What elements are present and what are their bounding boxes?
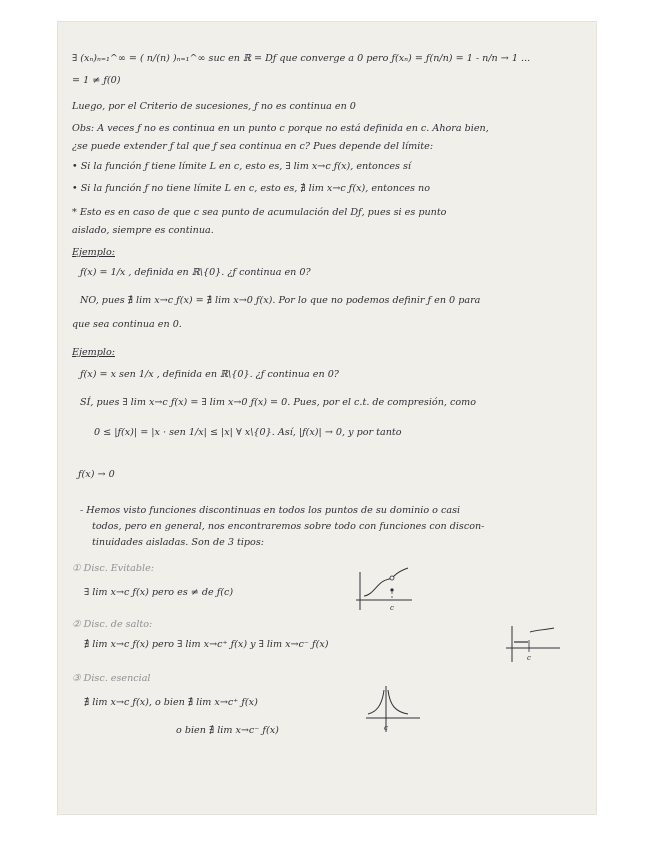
disc-esencial-def-2: o bien ∄ lim x→c⁻ ƒ(x) bbox=[176, 725, 279, 736]
note-line-4: Obs: A veces ƒ no es continua en un punto c porque no está definida en c. Ahora bien, bbox=[72, 123, 489, 134]
sketch-c-label-3: c bbox=[384, 724, 388, 732]
note-line-20: todos, pero en general, nos encontraremos sobre todo con funciones con discon- bbox=[92, 521, 485, 532]
note-line-15: ƒ(x) = x sen 1/x , definida en ℝ\{0}. ¿ƒ continua en 0? bbox=[80, 369, 339, 380]
note-line-21: tinuidades aisladas. Son de 3 tipos: bbox=[92, 537, 264, 548]
note-line-17: 0 ≤ |ƒ(x)| = |x · sen 1/x| ≤ |x| ∀ x\{0}. Así, |ƒ(x)| → 0, y por tanto bbox=[94, 427, 402, 438]
notebook-page bbox=[58, 22, 596, 814]
sketch-c-label-2: c bbox=[527, 654, 531, 662]
note-line-12: NO, pues ∄ lim x→c ƒ(x) = ∄ lim x→0 ƒ(x). Por lo que no podemos definir ƒ en 0 para bbox=[80, 295, 481, 306]
note-line-11: ƒ(x) = 1/x , definida en ℝ\{0}. ¿ƒ continua en 0? bbox=[80, 267, 311, 278]
disc-evitable-heading: ① Disc. Evitable: bbox=[72, 563, 154, 574]
example-heading-1: Ejemplo: bbox=[72, 247, 115, 258]
note-line-16: SÍ, pues ∃ lim x→c ƒ(x) = ∃ lim x→0 ƒ(x) = 0. Pues, por el c.t. de compresión, como bbox=[80, 397, 476, 408]
essential-discontinuity-sketch bbox=[364, 682, 424, 740]
note-line-9: aislado, siempre es continua. bbox=[72, 225, 214, 236]
note-line-8: * Esto es en caso de que c sea punto de acumulación del Dƒ, pues si es punto bbox=[72, 207, 447, 218]
removable-discontinuity-sketch bbox=[354, 562, 416, 618]
disc-salto-def: ∄ lim x→c ƒ(x) pero ∃ lim x→c⁺ ƒ(x) y ∃ lim x→c⁻ ƒ(x) bbox=[84, 639, 329, 650]
note-line-18: ƒ(x) → 0 bbox=[78, 469, 115, 480]
note-line-5: ¿se puede extender ƒ tal que ƒ sea continua en c? Pues depende del límite: bbox=[72, 141, 434, 152]
note-line-6: • Si la función ƒ tiene límite L en c, esto es, ∃ lim x→c ƒ(x), entonces sí bbox=[72, 161, 411, 172]
disc-evitable-def: ∃ lim x→c ƒ(x) pero es ≠ de ƒ(c) bbox=[84, 587, 234, 598]
disc-esencial-def-1: ∄ lim x→c ƒ(x), o bien ∄ lim x→c⁺ ƒ(x) bbox=[84, 697, 258, 708]
sketch-c-label-1: c bbox=[390, 604, 394, 612]
note-line-3: Luego, por el Criterio de sucesiones, ƒ no es continua en 0 bbox=[72, 101, 356, 112]
disc-salto-heading: ② Disc. de salto: bbox=[72, 619, 153, 630]
note-line-19: - Hemos visto funciones discontinuas en todos los puntos de su dominio o casi bbox=[80, 505, 461, 516]
jump-discontinuity-sketch bbox=[504, 618, 564, 668]
example-heading-2: Ejemplo: bbox=[72, 347, 115, 358]
note-line-1: ∃ (xₙ)ₙ₌₁^∞ = ( n/(n) )ₙ₌₁^∞ suc en ℝ = Dƒ que converge a 0 pero ƒ(xₙ) = ƒ(n/n) = 1 - n/n → 1 ... bbox=[72, 53, 531, 64]
note-line-7: • Si la función ƒ no tiene límite L en c, esto es, ∄ lim x→c ƒ(x), entonces no bbox=[72, 183, 430, 194]
disc-esencial-heading: ③ Disc. esencial bbox=[72, 673, 151, 684]
note-line-2: = 1 ≠ ƒ(0) bbox=[72, 75, 121, 86]
note-line-13: que sea continua en 0. bbox=[72, 319, 182, 330]
